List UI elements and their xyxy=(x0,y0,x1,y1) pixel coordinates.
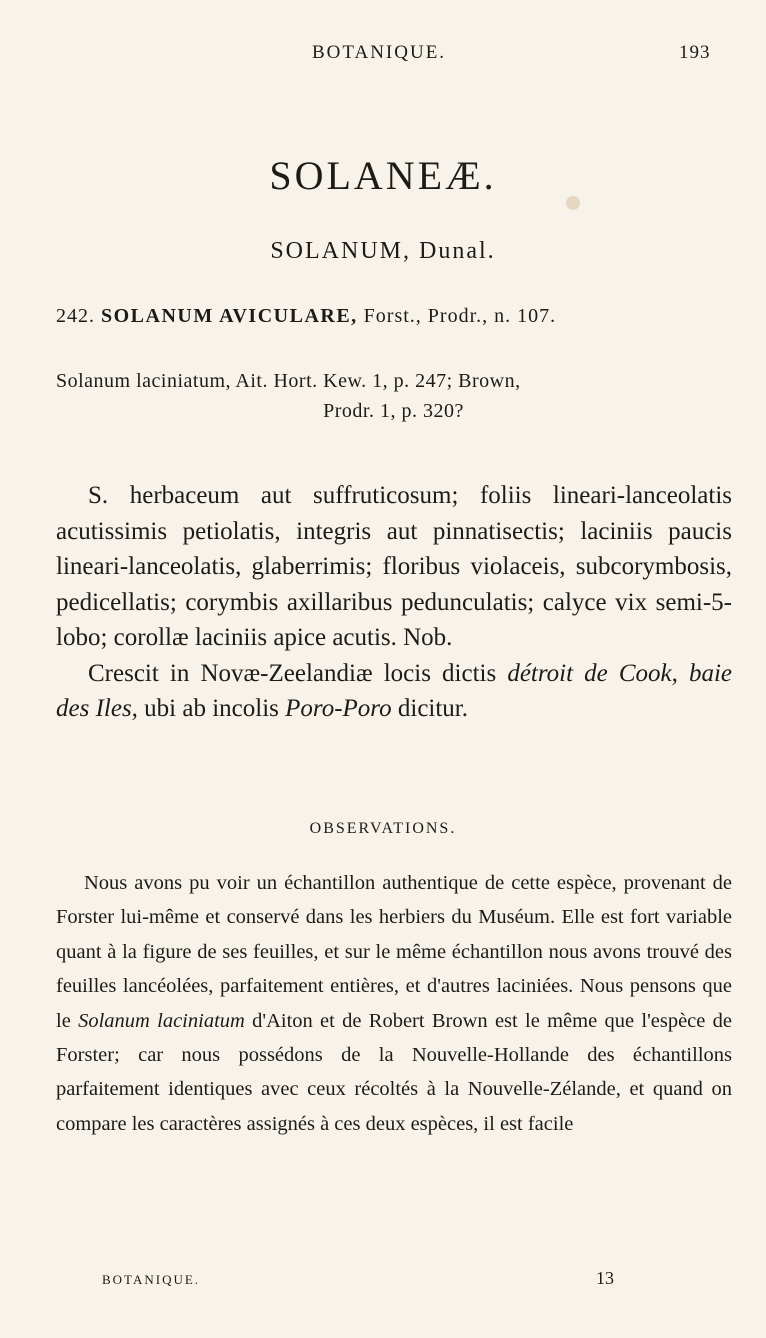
habitat-start: Crescit in Novæ-Zeelandiæ locis dictis xyxy=(88,659,497,687)
species-heading xyxy=(56,305,736,328)
species-description xyxy=(56,478,732,727)
habitat-end: dicitur. xyxy=(397,695,469,722)
observations-paragraph xyxy=(56,866,732,1141)
species-number: 242. xyxy=(56,305,95,327)
observations-heading: OBSERVATIONS. xyxy=(309,820,457,837)
family-title: SOLANEÆ. xyxy=(269,153,497,198)
paper-stain xyxy=(566,196,580,210)
synonym-line-1: Solanum laciniatum, Ait. Hort. Kew. 1, p. 247; Brown, xyxy=(56,370,521,392)
signature-number: 13 xyxy=(596,1268,614,1288)
observations-end: d'Aiton et de Robert Brown est le même que l'espèce de Forster; car nous possédons de la Nouvelle-Hollande des échantillons parfaitement identiques avec ceux récoltés à la Nouvelle-Zélande, et quand on compare les caractères assignés à ces deux espèces, il est facile xyxy=(56,1009,733,1135)
observations-start: Nous avons pu voir un échantillon authentique de cette espèce, provenant de Forster lui-même et conservé dans les herbiers du Muséum. Elle est fort variable quant à la figure de ses feuilles, et sur le même échantillon nous avons trouvé des feuilles lancéolées, parfaitement entières, et d'autres laciniées. Nous pensons que le xyxy=(56,872,732,1032)
genus-heading: SOLANUM, Dunal. xyxy=(270,238,496,264)
habitat-place: détroit de Cook, baie des Iles, xyxy=(56,659,732,722)
page-number: 193 xyxy=(679,42,711,63)
observations-species: Solanum laciniatum xyxy=(78,1009,245,1032)
habitat-paragraph xyxy=(56,656,732,727)
diagnosis-paragraph: S. herbaceum aut suffruticosum; foliis lineari-lanceolatis acutissimis petiolatis, integris aut pinnatisectis; laciniis paucis lineari-lanceolatis, glaberrimis; floribus violaceis, subcorymbosis, pedicellatis; corymbis axillaribus pedunculatis; calyce vix semi-5-lobo; corollæ laciniis apice acutis. Nob. xyxy=(56,482,732,651)
synonym-line-2: Prodr. 1, p. 320? xyxy=(323,400,464,422)
signature-label: BOTANIQUE. xyxy=(102,1272,201,1287)
running-title: BOTANIQUE. xyxy=(312,42,447,63)
species-name: SOLANUM AVICULARE, xyxy=(101,305,358,327)
observations-text xyxy=(56,866,732,1141)
habitat-mid: ubi ab incolis xyxy=(144,695,279,722)
synonym-block xyxy=(56,366,731,426)
species-reference: Forst., Prodr., n. 107. xyxy=(363,305,557,327)
habitat-vernacular: Poro-Poro xyxy=(285,695,392,722)
